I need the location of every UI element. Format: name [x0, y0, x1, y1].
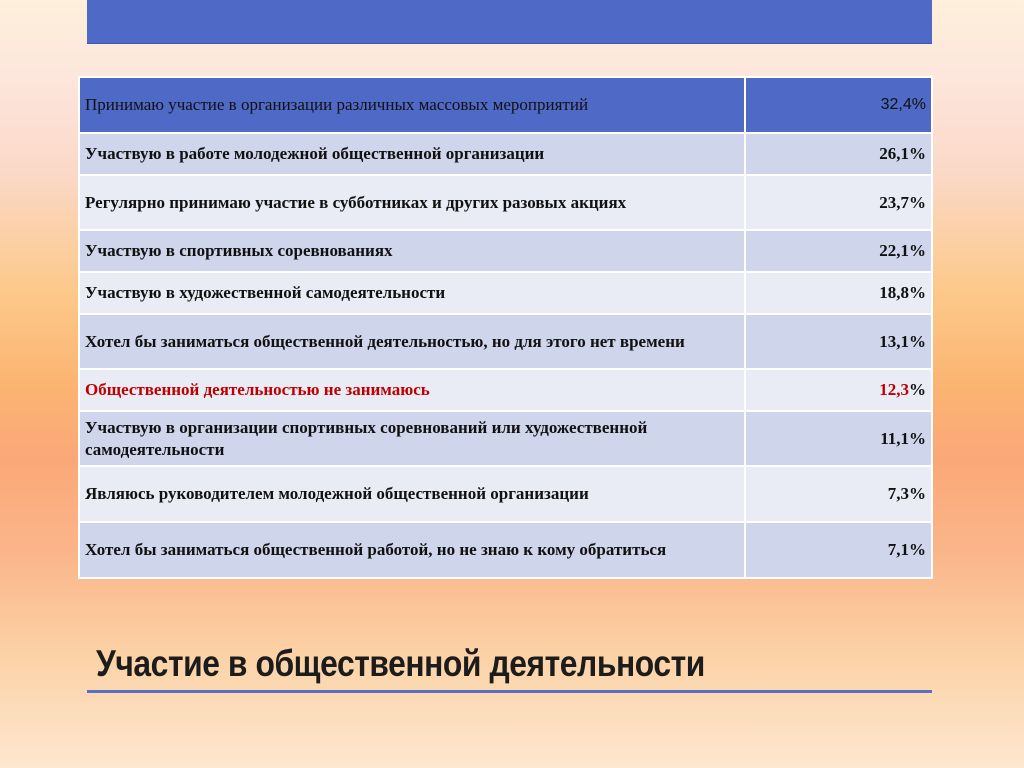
table-row-highlighted: [79, 369, 932, 411]
row-value: 7,3%: [745, 466, 932, 522]
table-row: [79, 77, 932, 133]
row-label: Хотел бы заниматься общественной деятельностью, но для этого нет времени: [79, 314, 745, 369]
row-value: 18,8%: [745, 272, 932, 314]
row-label: Хотел бы заниматься общественной работой, но не знаю к кому обратиться: [79, 522, 745, 578]
row-label: Принимаю участие в организации различных массовых мероприятий: [79, 77, 745, 133]
table-row: [79, 133, 932, 175]
row-value: 11,1%: [745, 411, 932, 466]
row-label: Общественной деятельностью не занимаюсь: [79, 369, 745, 411]
row-value: 22,1%: [745, 230, 932, 272]
row-label: Регулярно принимаю участие в субботниках и других разовых акциях: [79, 175, 745, 230]
table-row: [79, 314, 932, 369]
table-row: [79, 411, 932, 466]
row-label: Участвую в спортивных соревнованиях: [79, 230, 745, 272]
table-row: [79, 466, 932, 522]
row-value: 7,1%: [745, 522, 932, 578]
table-row: [79, 272, 932, 314]
top-banner: [87, 0, 932, 44]
slide-title: Участие в общественной деятельности: [96, 643, 705, 684]
row-label: Участвую в работе молодежной общественной организации: [79, 133, 745, 175]
row-value-number: 12,3: [879, 380, 909, 399]
row-label: Участвую в организации спортивных соревнований или художественной самодеятельности: [79, 411, 745, 466]
row-value: 32,4%: [745, 77, 932, 133]
participation-table: [78, 76, 933, 579]
row-value: 13,1%: [745, 314, 932, 369]
row-label: Являюсь руководителем молодежной общественной организации: [79, 466, 745, 522]
row-value: 23,7%: [745, 175, 932, 230]
table-row: [79, 230, 932, 272]
row-value: [745, 369, 932, 411]
row-label: Участвую в художественной самодеятельности: [79, 272, 745, 314]
title-underline: [87, 690, 932, 693]
table-row: [79, 522, 932, 578]
table-row: [79, 175, 932, 230]
row-value: 26,1%: [745, 133, 932, 175]
row-value-unit: %: [909, 380, 926, 399]
